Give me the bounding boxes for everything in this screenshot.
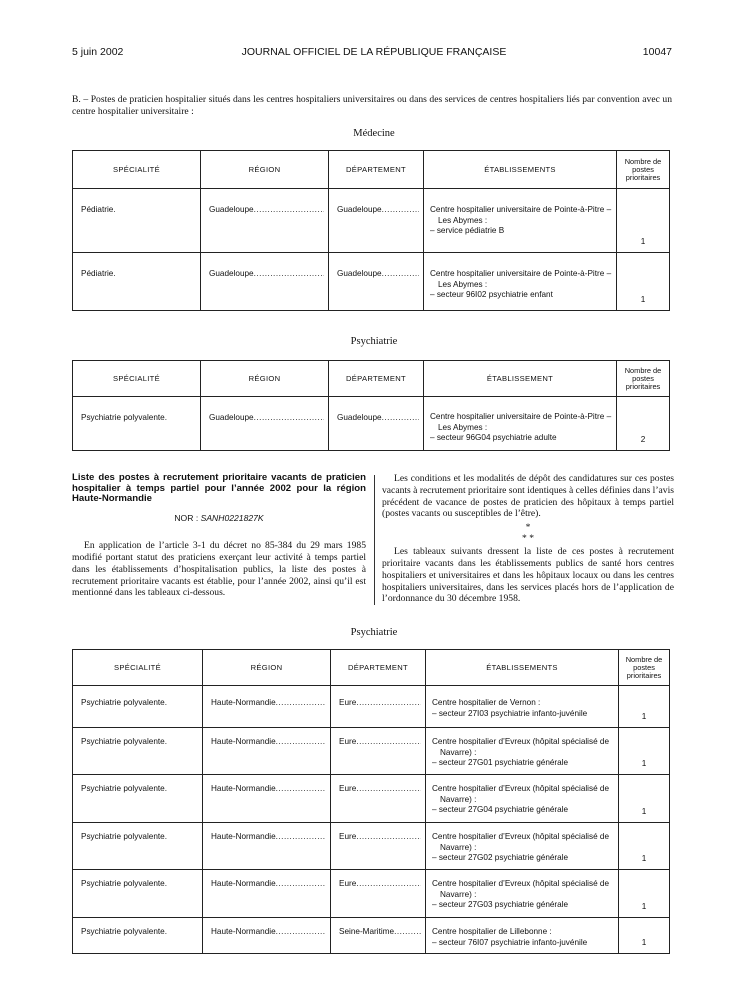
column-header: SPÉCIALITÉ (73, 151, 201, 189)
departement-cell: Guadeloupe (337, 269, 382, 278)
etablissement-cell: Centre hospitalier de Vernon : – secteur 27I03 psychiatrie infanto-juvénile (432, 698, 588, 718)
header-title: JOURNAL OFFICIEL DE LA RÉPUBLIQUE FRANÇAISE (241, 46, 507, 58)
specialite-cell: Psychiatrie polyvalente. (81, 737, 168, 746)
specialite-cell: Psychiatrie polyvalente. (81, 698, 168, 707)
region-cell: Haute-Normandie (211, 784, 276, 793)
intro-paragraph: B. – Postes de praticien hospitalier situés dans les centres hospitaliers universitaires ou dans des services de centres hospitaliers liés par convention avec un centre hospitalier universitaire : (72, 94, 672, 117)
table-row (73, 686, 670, 728)
liste-left-column (72, 473, 366, 599)
table-row (73, 823, 670, 870)
table-psychiatrie-guadeloupe (72, 360, 670, 451)
table-row (73, 728, 670, 775)
column-header: SPÉCIALITÉ (73, 650, 203, 686)
specialite-cell: Psychiatrie polyvalente. (81, 927, 168, 936)
region-cell: Haute-Normandie (211, 698, 276, 707)
nombre-cell: 1 (641, 807, 647, 816)
column-header: RÉGION (201, 151, 329, 189)
nombre-cell: 1 (641, 854, 647, 863)
table-row (73, 397, 670, 451)
departement-cell: Eure (339, 737, 357, 746)
nombre-cell: 1 (641, 902, 647, 911)
column-header: ÉTABLISSEMENT (424, 361, 617, 397)
etablissement-cell: Centre hospitalier de Lillebonne : – secteur 76I07 psychiatrie infanto-juvénile (432, 927, 588, 947)
nor-value: SANH0221827K (200, 512, 264, 523)
nombre-cell: 1 (641, 712, 647, 721)
etablissement-cell: Centre hospitalier d’Evreux (hôpital spécialisé de Navarre) : – secteur 27G02 psychiatrie générale (432, 832, 610, 862)
column-divider (374, 475, 375, 605)
liste-right-paragraph-2: Les tableaux suivants dressent la liste de ces postes à recrutement prioritaire vacants dans les établissements publics de santé hors centres hospitaliers et universitaires et dans les hôpitaux locaux ou dans les centres hospitaliers universitaires, dans les services placés hors de l’application de l’ordonnance du 30 décembre 1958. (382, 546, 674, 605)
etablissement-cell: Centre hospitalier d’Evreux (hôpital spécialisé de Navarre) : – secteur 27G03 psychiatrie générale (432, 879, 610, 909)
nor-line (72, 513, 366, 525)
column-header: ÉTABLISSEMENTS (426, 650, 619, 686)
table-row (73, 189, 670, 253)
liste-right-paragraph-1: Les conditions et les modalités de dépôt des candidatures sur ces postes vacants à recrutement prioritaire sont identiques à celles définies dans l’avis précédent de vacance de postes de praticien des hôpitaux à temps partiel (postes vacants ou susceptibles de l’être). (382, 473, 674, 520)
etablissement-cell: Centre hospitalier d’Evreux (hôpital spécialisé de Navarre) : – secteur 27G01 psychiatrie générale (432, 737, 610, 767)
section-title-psychiatrie: Psychiatrie (350, 336, 398, 347)
column-header: ÉTABLISSEMENTS (424, 151, 617, 189)
nombre-cell: 1 (640, 295, 646, 304)
etablissement-cell: Centre hospitalier universitaire de Pointe-à-Pitre – Les Abymes : – service pédiatrie B (430, 205, 612, 235)
departement-cell: Eure (339, 698, 357, 707)
departement-cell: Eure (339, 784, 357, 793)
section-title-psychiatrie-haute-normandie: Psychiatrie (350, 627, 398, 638)
nombre-cell: 1 (641, 938, 647, 947)
nor-label: NOR : (174, 512, 199, 523)
region-cell: Haute-Normandie (211, 927, 276, 936)
liste-left-paragraph: En application de l’article 3-1 du décret no 85-384 du 29 mars 1985 modifié portant statut des praticiens exerçant leur activité à temps partiel dans les établissements d’hospitalisation publics, la liste des postes à recrutement prioritaire vacants est établie, pour l’année 2002, ainsi qu’il est mentionné dans les tableaux ci-dessous. (72, 540, 366, 599)
column-header: Nombre de postes prioritaires (617, 151, 670, 189)
column-header: Nombre de postes prioritaires (619, 650, 670, 686)
column-header: DÉPARTEMENT (329, 361, 424, 397)
table-medecine (72, 150, 670, 311)
region-cell: Guadeloupe (209, 413, 254, 422)
departement-cell: Seine-Maritime (339, 927, 395, 936)
section-title-medecine: Médecine (353, 128, 395, 139)
header-date: 5 juin 2002 (72, 46, 124, 58)
departement-cell: Guadeloupe (337, 413, 382, 422)
column-header: DÉPARTEMENT (331, 650, 426, 686)
etablissement-cell: Centre hospitalier d’Evreux (hôpital spécialisé de Navarre) : – secteur 27G04 psychiatrie générale (432, 784, 610, 814)
specialite-cell: Pédiatrie. (81, 269, 116, 278)
etablissement-cell: Centre hospitalier universitaire de Pointe-à-Pitre – Les Abymes : – secteur 96G04 psychiatrie adulte (430, 412, 612, 442)
column-header: RÉGION (203, 650, 331, 686)
nombre-cell: 2 (640, 435, 646, 444)
specialite-cell: Psychiatrie polyvalente. (81, 879, 168, 888)
specialite-cell: Psychiatrie polyvalente. (81, 832, 168, 841)
liste-title: Liste des postes à recrutement prioritaire vacants de praticien hospitalier à temps partiel pour l’année 2002 pour la région Haute-Normandie (72, 472, 366, 504)
table-psychiatrie-haute-normandie (72, 649, 670, 954)
departement-cell: Guadeloupe (337, 205, 382, 214)
region-cell: Haute-Normandie (211, 832, 276, 841)
column-header: DÉPARTEMENT (329, 151, 424, 189)
departement-cell: Eure (339, 879, 357, 888)
nombre-cell: 1 (641, 759, 647, 768)
column-header: SPÉCIALITÉ (73, 361, 201, 397)
specialite-cell: Psychiatrie polyvalente. (81, 784, 168, 793)
nombre-cell: 1 (640, 237, 646, 246)
region-cell: Haute-Normandie (211, 879, 276, 888)
specialite-cell: Pédiatrie. (81, 205, 116, 214)
table-row (73, 775, 670, 823)
specialite-cell: Psychiatrie polyvalente. (81, 413, 168, 422)
column-header: Nombre de postes prioritaires (617, 361, 670, 397)
column-header: RÉGION (201, 361, 329, 397)
departement-cell: Eure (339, 832, 357, 841)
table-row (73, 918, 670, 954)
liste-right-column (382, 473, 674, 605)
separator-stars: * * * (522, 522, 534, 545)
table-row (73, 253, 670, 311)
region-cell: Haute-Normandie (211, 737, 276, 746)
table-row (73, 870, 670, 918)
region-cell: Guadeloupe (209, 205, 254, 214)
etablissement-cell: Centre hospitalier universitaire de Pointe-à-Pitre – Les Abymes : – secteur 96I02 psychiatrie enfant (430, 269, 612, 299)
header-page-number: 10047 (642, 46, 672, 58)
region-cell: Guadeloupe (209, 269, 254, 278)
